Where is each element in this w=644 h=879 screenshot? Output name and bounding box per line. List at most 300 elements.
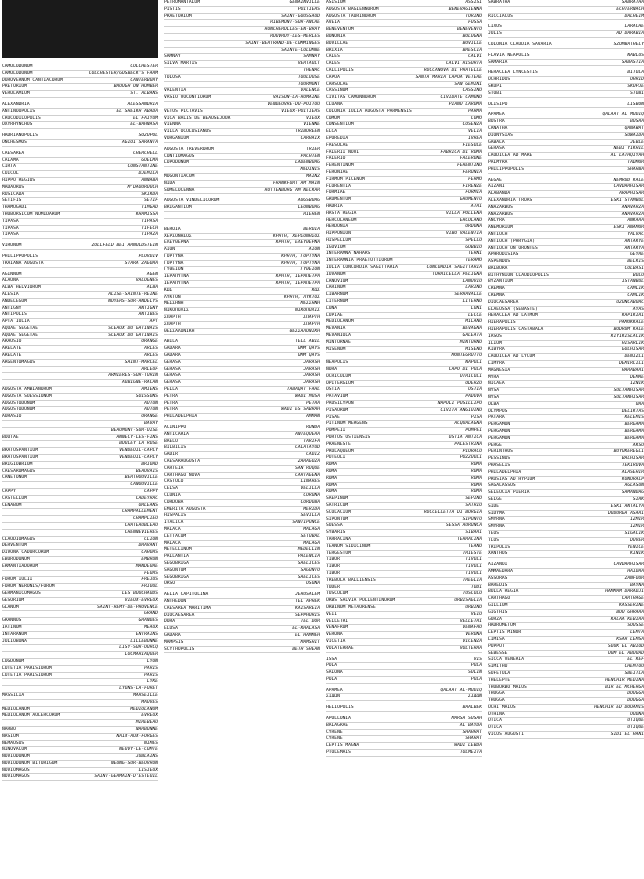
- modern-name: AMIENS: [141, 387, 158, 393]
- ancient-name: METELLINUM: [164, 547, 192, 553]
- modern-name: TIMGAD: [141, 205, 158, 211]
- table-row: [164, 14, 320, 21]
- table-row: [2, 632, 158, 639]
- table-row: [164, 360, 320, 367]
- ancient-name: NOVIOMAGUS: [2, 774, 30, 780]
- ancient-name: LUGDUNUM: [2, 658, 25, 664]
- modern-name: UZUNCABURC: [616, 299, 644, 305]
- ancient-name: ARGENTOMAGUS: [2, 359, 36, 365]
- table-row: [2, 151, 158, 158]
- table-row: [2, 564, 158, 571]
- modern-name: KAPIKIRI: [621, 313, 644, 319]
- modern-name: DALHEIM: [624, 13, 644, 19]
- modern-name: LYONS-LA-FORET: [119, 686, 158, 692]
- ancient-name: VILLA OCULUSIANUS: [164, 129, 212, 135]
- modern-name: RONDA: [306, 425, 320, 431]
- modern-name: RONCHEROLLES-EN-BRAY: [264, 27, 320, 33]
- table-row: [488, 205, 644, 212]
- ancient-name: TEANUM SIDICINUM: [326, 543, 371, 549]
- ancient-name: LITERNUM: [326, 299, 349, 305]
- modern-name: GEYRE: [630, 252, 644, 258]
- ancient-name: OLBA: [488, 401, 500, 407]
- modern-name: ROCCANOVA DI PRATELLE: [423, 67, 482, 73]
- table-row: [164, 459, 320, 466]
- modern-name: IZMIR: [630, 517, 644, 523]
- table-row: [326, 489, 482, 496]
- table-row: [326, 632, 482, 639]
- ancient-name: FORUM IULII: [2, 577, 33, 583]
- table-row: [164, 619, 320, 626]
- modern-name: ΚΡΗΤΗ, ΕΛΕΥΘΕΡΝΑ: [275, 240, 320, 246]
- table-row: [326, 102, 482, 109]
- modern-name: VENDEUVRE-DU-POITOU: [267, 101, 320, 107]
- modern-name: EL-KHALASA: [292, 626, 320, 632]
- modern-name: BERGAMA: [624, 422, 644, 428]
- ancient-name: PISTIS: [164, 6, 181, 12]
- table-row: [2, 679, 158, 686]
- table-row: [488, 477, 644, 484]
- ancient-name: CALES: [326, 61, 340, 67]
- ancient-name: SKUPI: [488, 83, 502, 89]
- modern-name: CHAMPLIEU: [133, 516, 158, 522]
- ancient-name: BRATUSPANTIUM: [2, 455, 38, 461]
- ancient-name: ASISIUM: [326, 0, 346, 5]
- table-row: [488, 644, 644, 651]
- ancient-name: ΙΕΡΑΠΥΤΝΑ: [164, 281, 189, 287]
- ancient-name: CAMULODUNUM: [2, 64, 33, 69]
- modern-name: FOSSA: [468, 20, 482, 26]
- table-row: [2, 401, 158, 408]
- ancient-name: APAMEA: [326, 687, 343, 693]
- table-row: [488, 300, 644, 307]
- table-row: [164, 387, 320, 394]
- table-row: [2, 158, 158, 165]
- ancient-name: ΓΟΡΤΥΝΑ: [164, 253, 184, 259]
- table-row: [164, 160, 320, 167]
- modern-name: ANTEQUERA: [295, 431, 320, 437]
- modern-name: BUYUKEREGLI: [613, 449, 644, 455]
- ancient-name: VETUS PICTAVIS: [164, 108, 203, 114]
- table-row: [2, 285, 158, 292]
- modern-name: EL FAIYUM: [133, 115, 158, 121]
- modern-name: KAISAREIA: [295, 605, 320, 611]
- table-row: [2, 421, 158, 428]
- table-row: [2, 523, 158, 530]
- modern-name: ROCCELLETTA DI BORGIA: [423, 509, 482, 515]
- ancient-name: AUGUSTODUNUM: [2, 400, 36, 406]
- modern-name: PACHTEN: [300, 153, 320, 159]
- table-row: [164, 561, 320, 568]
- modern-name: BOLOGNA: [462, 33, 482, 39]
- modern-name: DEMRE: [630, 374, 644, 380]
- modern-name: JERUSALEM: [295, 592, 320, 598]
- table-row: [326, 646, 482, 653]
- table-row: [488, 307, 644, 314]
- table-row: [2, 133, 158, 140]
- table-row: [2, 489, 158, 496]
- modern-name: NOYERS-SUR-ANDELYS: [108, 298, 158, 304]
- ancient-name: THAMUGADI: [2, 205, 27, 211]
- table-row: [164, 27, 320, 34]
- table-row: [326, 591, 482, 598]
- ancient-name: VELLETRI: [326, 618, 349, 624]
- table-row: [2, 734, 158, 741]
- table-row: [2, 700, 158, 707]
- table-row: [164, 20, 320, 27]
- table-row: [2, 360, 158, 367]
- table-row: [326, 258, 482, 265]
- modern-name: ROMA: [470, 482, 482, 488]
- ancient-name: NEMAUSUS: [2, 740, 25, 746]
- table-row: [326, 408, 482, 415]
- modern-name: QALAAT AL MUDIQ: [602, 112, 644, 118]
- table-row: [2, 543, 158, 550]
- modern-name: SABASTIA: [621, 59, 644, 65]
- table-row: [488, 140, 644, 147]
- table-row: [326, 14, 482, 21]
- table-row: [488, 576, 644, 583]
- table-row: [326, 326, 482, 333]
- ancient-name: LIMISA: [488, 636, 505, 642]
- modern-name: JARASH: [303, 366, 320, 372]
- table-row: [326, 136, 482, 143]
- ancient-name: TIBUR: [326, 557, 340, 563]
- modern-name: UTIQUE: [627, 718, 644, 724]
- table-row: [2, 645, 158, 652]
- modern-name: OSTIA: [468, 387, 482, 393]
- ancient-name: PISAE: [326, 414, 340, 420]
- ancient-name: COMUM: [326, 115, 340, 121]
- modern-name: HENCHIR MEDINA: [605, 677, 644, 683]
- table-row: [488, 429, 644, 436]
- table-row: [2, 254, 158, 261]
- modern-name: BEAUMONT-SUR-OISE: [110, 427, 158, 433]
- ancient-name: PAUSILYPON: [326, 401, 354, 407]
- modern-name: DELIKTAS: [621, 408, 644, 414]
- table-row: [488, 402, 644, 409]
- ancient-name: HIERAPOLIS: [488, 320, 516, 326]
- modern-name: NAIX-AUX-FORGES: [116, 733, 158, 739]
- table-row: [488, 569, 644, 576]
- table-row: [2, 591, 158, 598]
- modern-name: EVREUX: [141, 713, 158, 719]
- ancient-name: INTARANUM: [2, 631, 27, 637]
- modern-name: NEBI YIKHIL: [613, 146, 644, 152]
- table-row: [2, 455, 158, 462]
- modern-name: LARACHE: [624, 24, 644, 30]
- modern-name: CAVDARHISAR: [613, 184, 644, 190]
- table-row: [164, 82, 320, 89]
- table-row: [488, 153, 644, 160]
- ancient-name: AQUAE SEGETAE: [2, 332, 38, 338]
- table-row: [164, 167, 320, 174]
- ancient-name: MYRA: [488, 374, 500, 380]
- modern-name: MALAGA: [303, 526, 320, 532]
- ancient-name: CALES: [326, 54, 340, 60]
- table-row: [488, 691, 644, 698]
- ancient-name: PRUSIAS AD HYPIUM: [488, 476, 536, 482]
- table-row: [164, 339, 320, 346]
- ancient-name: SAMARIA: [488, 59, 508, 65]
- table-row: [164, 401, 320, 408]
- modern-name: BETH SHEAN: [292, 646, 320, 652]
- table-row: [326, 415, 482, 422]
- modern-name: TREGLIA: [462, 577, 482, 583]
- ancient-name: ANTIOCH: [488, 231, 508, 237]
- table-row: [488, 239, 644, 246]
- modern-name: MISENO: [465, 346, 482, 352]
- table-row: [488, 119, 644, 126]
- ancient-name: PERGAMON: [488, 435, 511, 441]
- ancient-name: TIPASA: [2, 225, 19, 231]
- table-row: [164, 227, 320, 234]
- table-row: [2, 598, 158, 605]
- table-row: [2, 713, 158, 720]
- modern-name: ΓΥΘΕΙΟΝ: [300, 267, 320, 273]
- modern-name: SAMNAY: [303, 54, 320, 60]
- modern-name: LECCE: [468, 312, 482, 318]
- ancient-name: NOVIOMAGUS: [2, 767, 30, 773]
- table-row: [326, 517, 482, 524]
- table-row: [326, 394, 482, 401]
- table-row: [326, 544, 482, 551]
- table-row: [488, 443, 644, 450]
- modern-name: BAALBEK: [462, 705, 482, 711]
- table-row: [164, 606, 320, 613]
- ancient-name: VASIO VOCONTIORUM: [164, 95, 212, 101]
- table-row: [326, 190, 482, 197]
- modern-name: BALHISAR: [621, 456, 644, 462]
- ancient-name: ROMA: [326, 489, 338, 495]
- modern-name: EL HAMMEH: [295, 632, 320, 638]
- table-row: [326, 265, 482, 272]
- table-row: [164, 54, 320, 61]
- ancient-name: PITINUM MERGENS: [326, 421, 368, 427]
- table-row: [164, 274, 320, 281]
- column-4: [488, 0, 644, 879]
- modern-name: GUBBIO: [465, 244, 482, 250]
- ancient-name: PALLANTIA: [164, 554, 189, 560]
- modern-name: FIESOLE: [462, 142, 482, 148]
- ancient-name: VERULAMIUM: [2, 91, 30, 97]
- modern-name: HAIDRA: [627, 568, 644, 574]
- modern-name: BEAUVAIS: [135, 468, 158, 474]
- table-row: [326, 292, 482, 299]
- modern-name: COLBASI: [624, 265, 644, 271]
- table-row: [488, 483, 644, 490]
- modern-name: SIGACIK: [624, 530, 644, 536]
- ancient-name: SELEUCIA PIERIA: [488, 490, 530, 496]
- modern-name: CAPO DI PULA: [448, 367, 482, 373]
- table-row: [164, 136, 320, 143]
- modern-name: EL KEF: [627, 657, 644, 663]
- table-row: [326, 750, 482, 757]
- ancient-name: LIMYRA: [488, 361, 505, 367]
- modern-name: LISBON: [627, 101, 644, 107]
- modern-name: ALESSANDRIA: [127, 101, 158, 107]
- table-row: [2, 192, 158, 199]
- modern-name: ACQUALAGNA: [454, 421, 482, 427]
- table-row: [164, 633, 320, 640]
- modern-name: RIBEMONT-SUR-ANCRE: [270, 20, 320, 26]
- ancient-name: PRAETORIUM: [164, 13, 192, 19]
- table-row: [2, 91, 158, 98]
- ancient-name: LETTACUM: [164, 533, 187, 539]
- ancient-name: ELCA: [326, 129, 338, 135]
- table-row: [164, 212, 320, 219]
- modern-name: DOUGGA: [627, 691, 644, 697]
- table-row: [164, 181, 320, 188]
- table-row: [164, 568, 320, 575]
- ancient-name: VENAFRUM: [326, 625, 349, 631]
- modern-name: URBISAGLIA: [454, 598, 482, 604]
- ancient-name: CAMULODUNUM: [2, 70, 33, 76]
- modern-name: TIVOLI: [465, 570, 482, 576]
- modern-name: ESKI ANTALYA: [610, 503, 644, 509]
- ancient-name: GESORIUM: [2, 597, 25, 603]
- ancient-name: CARTHAGO NOVA: [164, 472, 200, 478]
- ancient-name: JULIOBONA: [2, 638, 27, 644]
- ancient-name: CYRENE: [326, 736, 343, 742]
- ancient-name: SEBESSE: [488, 650, 508, 656]
- ancient-name: ALAUNA: [2, 278, 19, 284]
- modern-name: SETUBAL: [300, 533, 320, 539]
- modern-name: TARIFA: [303, 438, 320, 444]
- ancient-name: LUPIAE: [326, 312, 343, 318]
- table-row: [2, 272, 158, 279]
- table-row: [2, 102, 158, 109]
- modern-name: KIYIKISLACIK: [610, 333, 644, 339]
- table-row: [164, 346, 320, 353]
- ancient-name: ALBA HELVIORUM: [2, 285, 41, 291]
- table-row: [164, 592, 320, 599]
- modern-name: CONCORDIA SAGITTARIA: [426, 265, 482, 271]
- modern-name: AUGSBURG: [297, 198, 320, 204]
- modern-name: BAYNA: [630, 582, 644, 588]
- modern-name: CIVITA ANGIOINO: [440, 407, 482, 413]
- ancient-name: DIONYSIAS: [488, 132, 513, 138]
- ancient-name: VALENTIA: [164, 88, 187, 94]
- table-row: [2, 673, 158, 680]
- modern-name: KSAR LEMSA: [616, 636, 644, 642]
- ancient-name: SMYRNA: [488, 524, 505, 530]
- table-row: [164, 329, 320, 336]
- modern-name: ANKARA: [627, 218, 644, 224]
- modern-name: NAPOLI: [465, 360, 482, 366]
- table-row: [326, 156, 482, 163]
- modern-name: TEKIROVA: [621, 463, 644, 468]
- modern-name: ECHTERNACH: [616, 6, 644, 12]
- table-row: [488, 347, 644, 354]
- ancient-name: ILIUM: [488, 340, 502, 346]
- ancient-name: ABILA: [164, 339, 178, 345]
- modern-name: SETIF: [144, 198, 158, 204]
- table-row: [326, 61, 482, 68]
- modern-name: ROMA: [470, 489, 482, 495]
- modern-name: NARBONNE: [135, 726, 158, 732]
- modern-name: SAINTE-COLOMBE: [281, 47, 320, 53]
- ancient-name: CONSENTIUM: [326, 122, 354, 128]
- modern-name: SAINT-GOUSSAUD: [281, 13, 320, 19]
- modern-name: VELLETRI: [459, 618, 482, 624]
- ancient-name: VORGANIUM: [164, 135, 189, 141]
- ancient-name: BOUTAE: [2, 434, 19, 440]
- modern-name: ROTTENBURG AM NECKAR: [264, 187, 320, 193]
- table-row: [2, 232, 158, 239]
- ancient-name: URBS SALVIA POLLENTINORUM: [326, 598, 396, 604]
- table-row: [326, 723, 482, 730]
- modern-name: LYKE: [146, 679, 158, 685]
- ancient-name: SIDE: [488, 503, 500, 509]
- table-row: [488, 354, 644, 361]
- ancient-name: ANCYRA: [488, 218, 505, 224]
- table-row: [164, 479, 320, 486]
- modern-name: PISA: [470, 414, 482, 420]
- table-row: [164, 188, 320, 195]
- modern-name: SABRATHA: [621, 0, 644, 5]
- table-row: [2, 707, 158, 714]
- modern-name: SOISSONS: [135, 393, 158, 399]
- modern-name: AKSU: [632, 442, 644, 448]
- table-row: [2, 346, 158, 353]
- modern-name: SERRAVALLE: [454, 292, 482, 298]
- ancient-name: MADAUROS: [2, 184, 25, 190]
- ancient-name: INTERAMNIA PRAETUTTIORUM: [326, 258, 393, 264]
- modern-name: VIENNE: [303, 122, 320, 128]
- modern-name: AGIOI SARANTA: [122, 139, 158, 145]
- modern-name: VENDEUIL-CAPLY: [119, 455, 158, 461]
- modern-name: MEAUX: [144, 624, 158, 630]
- modern-name: BOVILLE: [462, 40, 482, 46]
- modern-name: SAINT-MARCEL: [124, 359, 158, 365]
- modern-name: TELL ABIL: [295, 339, 320, 345]
- table-row: [2, 693, 158, 700]
- ancient-name: URSO: [164, 581, 176, 587]
- ancient-name: ΛΥΚΤΟΝ: [164, 294, 181, 300]
- ancient-name: MEDIOLANUM: [326, 319, 354, 325]
- table-row: [326, 557, 482, 564]
- table-row: [326, 483, 482, 490]
- table-row: [164, 247, 320, 254]
- modern-name: YENICE: [627, 544, 644, 550]
- table-row: [2, 577, 158, 584]
- table-row: [164, 414, 320, 421]
- table-row: [164, 367, 320, 374]
- modern-name: ΚΡΗΤΗ, ΓΟΡΤΥΝΑ: [281, 253, 320, 259]
- modern-name: ALBA: [146, 285, 158, 291]
- table-row: [2, 261, 158, 268]
- modern-name: SOLIN: [468, 670, 482, 676]
- table-row: [164, 380, 320, 387]
- table-row: [326, 20, 482, 27]
- ancient-name: HADRIA: [326, 203, 343, 209]
- modern-name: ODERZO: [465, 380, 482, 386]
- table-row: [488, 664, 644, 671]
- table-row: [2, 747, 158, 754]
- table-row: [164, 473, 320, 480]
- table-row: [326, 129, 482, 136]
- ancient-name: URBINUM METAURENSE: [326, 604, 376, 610]
- table-row: [2, 475, 158, 482]
- modern-name: URBINO: [465, 604, 482, 610]
- ancient-name: BRIGIOBRIUM: [2, 461, 33, 467]
- table-row: [164, 407, 320, 414]
- table-row: [326, 374, 482, 381]
- modern-name: CAMLIK: [627, 293, 644, 299]
- table-row: [2, 625, 158, 632]
- modern-name: HAMMAM DARADJI: [605, 589, 644, 595]
- ancient-name: EBURODUNUM: [2, 556, 30, 562]
